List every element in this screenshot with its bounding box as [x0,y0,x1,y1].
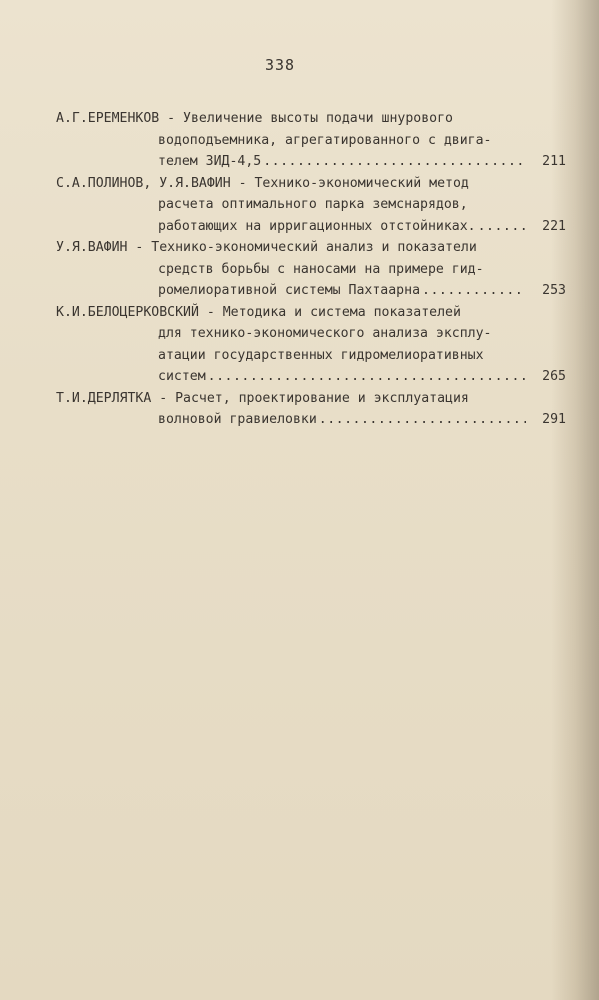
toc-entry-last-line [56,216,566,238]
toc-page-ref: 221 [542,218,566,234]
toc-entry [56,237,566,302]
toc-entry-line: водоподъемника, агрегатированного с двига- [158,132,492,148]
toc-entry-last-line [56,366,566,388]
toc-entry-line: расчета оптимального парка земснарядов, [158,197,468,212]
dot-leader [420,280,526,302]
toc-entry-last-line [56,280,566,302]
toc-page-ref: 291 [542,412,566,427]
toc-entry-line: средств борьбы с наносами на примере гид- [158,261,484,277]
dot-leader [261,151,526,173]
toc-entry [56,173,566,238]
toc-page-ref: 253 [542,283,566,298]
toc-entry-line: телем ЗИД-4,5 [158,154,262,169]
page-number: 338 [264,56,296,74]
toc-entry-line: С.А.ПОЛИНОВ, У.Я.ВАФИН - Технико-экономический метод [56,175,469,191]
table-of-contents [56,108,566,431]
toc-entry-line: для технико-экономического анализа эксплу- [158,326,492,341]
toc-entry-last-line [56,151,566,173]
toc-entry-last-line [56,409,566,431]
toc-entry-line: У.Я.ВАФИН - Технико-экономический анализ и показатели [56,240,477,255]
toc-entry [56,108,566,173]
toc-entry [56,302,566,388]
toc-entry-line: К.И.БЕЛОЦЕРКОВСКИЙ - Методика и система показателей [56,304,461,320]
toc-page-ref: 265 [542,369,566,384]
toc-entry-line: атации государственных гидромелиоративных [158,347,484,363]
toc-page-ref: 211 [542,154,566,169]
toc-entry [56,388,566,431]
dot-leader [206,366,526,388]
toc-entry-line: систем [158,369,206,384]
toc-entry-line: ромелиоративной системы Пахтаарна [158,283,421,298]
toc-entry-line: Т.И.ДЕРЛЯТКА - Расчет, проектирование и эксплуатация [56,390,469,406]
toc-entry-line: А.Г.ЕРЕМЕНКОВ - Увеличение высоты подачи шнурового [56,111,453,126]
dot-leader [317,409,526,431]
toc-entry-line: волновой гравиеловки [158,412,317,427]
dot-leader [476,216,526,238]
toc-entry-line: работающих на ирригационных отстойниках. [158,218,476,234]
